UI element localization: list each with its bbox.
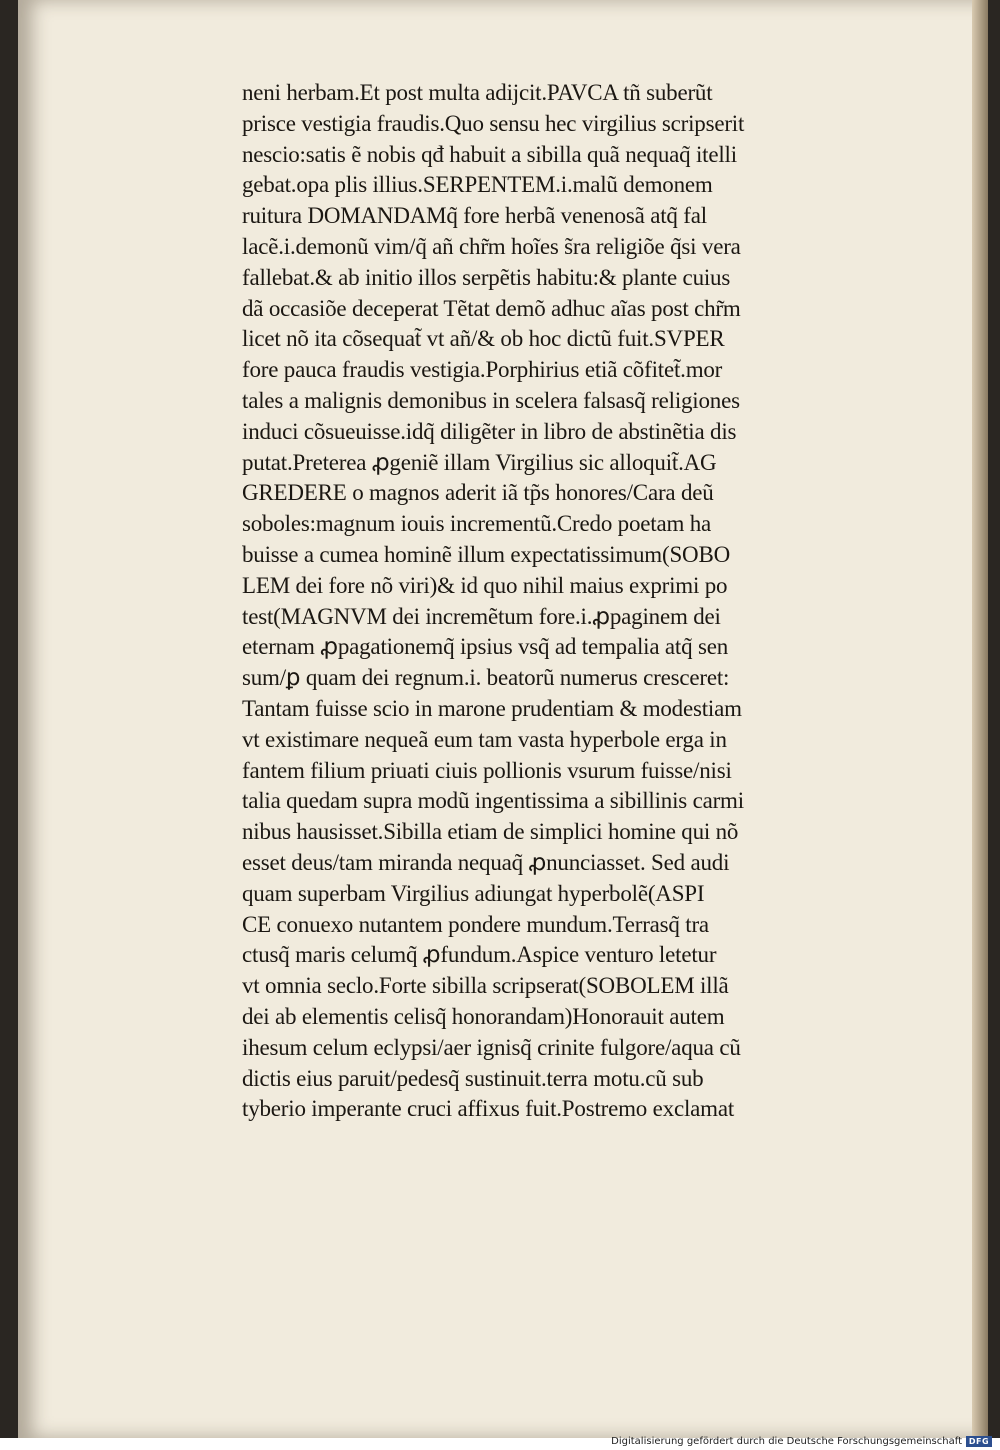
text-line: dei ab elementis celisq̃ honorandam)Honorauit autem	[242, 1003, 725, 1029]
text-line: prisce vestigia fraudis.Quo sensu hec virgilius scripserit	[242, 110, 745, 136]
text-line: eternam ꝓpagationemq̃ ipsius vsq̃ ad tempalia atq̃ sen	[242, 634, 729, 660]
dfg-logo	[966, 1436, 992, 1447]
text-block	[242, 78, 910, 1125]
text-line: tales a malignis demonibus in scelera falsasq̃ religiones	[242, 387, 740, 413]
text-line: ihesum celum eclypsi/aer ignisq̃ crinite fulgore/aqua cũ	[242, 1034, 741, 1060]
footer	[611, 1434, 992, 1448]
text-line: GREDERE o magnos aderit iã tp̃s honores/Cara deũ	[242, 480, 714, 506]
text-line: fantem filium priuati ciuis pollionis vsurum fuisse/nisi	[242, 757, 732, 783]
text-line: LEM dei fore nõ viri)& id quo nihil maius exprimi po	[242, 572, 728, 598]
text-line: buisse a cumea hominẽ illum expectatissimum(SOBO	[242, 541, 731, 567]
text-line: vt omnia seclo.Forte sibilla scripserat(SOBOLEM illã	[242, 973, 729, 999]
text-line: CE conuexo nutantem pondere mundum.Terrasq̃ tra	[242, 911, 709, 937]
text-line: putat.Preterea ꝓgeniẽ illam Virgilius sic alloquit̃.AG	[242, 449, 717, 475]
text-line: tyberio imperante cruci affixus fuit.Postremo exclamat	[242, 1096, 735, 1122]
text-line: vt existimare nequeã eum tam vasta hyperbole erga in	[242, 726, 727, 752]
text-line: fallebat.& ab initio illos serpẽtis habitu:& plante cuius	[242, 264, 731, 290]
text-line: induci cõsueuisse.idq̃ diligẽter in libro de abstinẽtia dis	[242, 418, 737, 444]
text-line: lacẽ.i.demonũ vim/q̃ añ chr̃m hoĩes s̃ra religiõe q̃si vera	[242, 233, 741, 259]
text-line: sum/ꝑ quam dei regnum.i. beatorũ numerus cresceret:	[242, 665, 730, 691]
text-line: esset deus/tam miranda nequaq̃ ꝓnunciasset. Sed audi	[242, 849, 730, 875]
text-line: ctusq̃ maris celumq̃ ꝓfundum.Aspice venturo letetur	[242, 942, 717, 968]
page-edge	[972, 0, 988, 1438]
text-line: licet nõ ita cõsequat̃ vt añ/& ob hoc dictũ fuit.SVPER	[242, 326, 725, 352]
text-line: soboles:magnum iouis incrementũ.Credo poetam ha	[242, 511, 712, 537]
footer-credit: Digitalisierung gefördert durch die Deutsche Forschungsgemeinschaft	[611, 1435, 962, 1447]
text-line: gebat.opa plis illius.SERPENTEM.i.malũ demonem	[242, 172, 713, 198]
text-line: quam superbam Virgilius adiungat hyperbolẽ(ASPI	[242, 880, 705, 906]
text-line: ruitura DOMANDAMq̃ fore herbã venenosã atq̃ fal	[242, 203, 707, 229]
text-line: dã occasiõe deceperat Tẽtat demõ adhuc aĩas post chr̃m	[242, 295, 741, 321]
text-line: neni herbam.Et post multa adijcit.PAVCA tñ suberũt	[242, 80, 713, 105]
text-line: dictis eius paruit/pedesq̃ sustinuit.terra motu.cũ sub	[242, 1065, 704, 1091]
text-line: talia quedam supra modũ ingentissima a sibillinis carmi	[242, 788, 744, 814]
text-line: nibus hausisset.Sibilla etiam de simplici homine qui nõ	[242, 819, 739, 845]
text-line: nescio:satis ẽ nobis qđ habuit a sibilla quã nequaq̃ itelli	[242, 141, 737, 167]
text-line: Tantam fuisse scio in marone prudentiam & modestiam	[242, 695, 742, 721]
text-line: test(MAGNVM dei incremẽtum fore.i.ꝓpaginem dei	[242, 603, 721, 629]
dfg-logo-text: DFG	[968, 1436, 990, 1446]
text-line: fore pauca fraudis vestigia.Porphirius etiã cõfitet̃.mor	[242, 357, 723, 383]
